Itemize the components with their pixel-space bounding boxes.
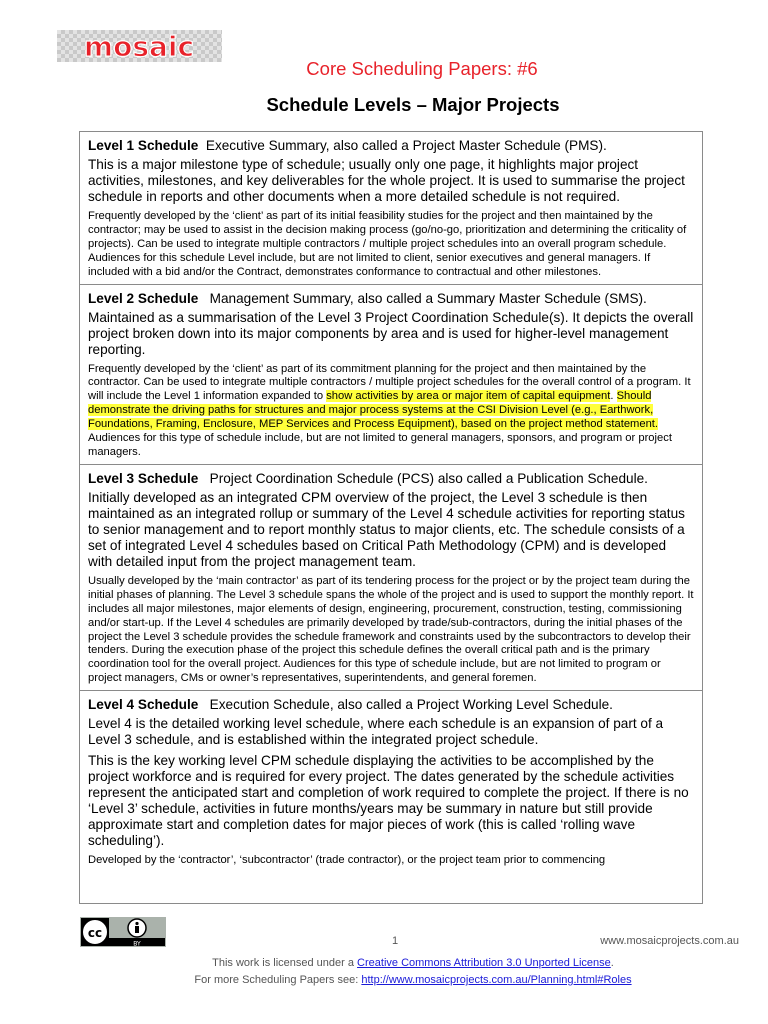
detail-text: Audiences for this type of schedule include, but are not limited to general managers, sponsors, and program or project managers. [88,432,672,458]
level-1-section [80,132,702,285]
section-subtitle: Execution Schedule, also called a Project Working Level Schedule. [209,697,613,713]
more-papers-line [0,974,768,986]
svg-text:cc: cc [87,926,103,940]
section-detail: Usually developed by the ‘main contractor’ as part of its tendering process for the project or by the project team during the initial phases of planning. The Level 3 schedule spans the whole of the project and is used to support the monthly report. It includes all major milestones, major elements of design, engineering, procurement, construction, testing, commissioning and/or start-up. If the Level 4 schedules are primarily developed by trade/sub-contractors, during the initial phases of the project the Level 3 schedule provides the schedule framework and constraints used by the subcontractors to develop their tenders. During the execution phase of the project this schedule defines the overall critical path and is the primary coordination tool for the overall project. Audiences for this type of schedule include, but are not limited to program or project managers, CMs or owner’s representatives, superintendents, and general foremen. [88,574,694,685]
section-subtitle: Project Coordination Schedule (PCS) also called a Publication Schedule. [209,470,648,486]
section-paragraph: This is a major milestone type of schedule; usually only one page, it highlights major project activities, milestones, and key deliverables for the whole project. It is used to summarise the project schedule in reports and other documents when a more detailed schedule is not required. [88,157,685,204]
section-detail: Frequently developed by the ‘client’ as part of its initial feasibility studies for the project and then maintained by the contractor; may be used to assist in the decision making process (go/no-go, prioritization and determining the criticality of projects). Can be used to integrate multiple contractors / multiple project schedules into an overall program schedule. Audiences for this schedule Level include, but are not limited to client, senior executives and general managers. If included with a bid and/or the Contract, demonstrates conformance to contractual and other milestones. [88,210,687,278]
highlighted-text: show activities by area or major item of capital equipment [326,390,611,403]
level-3-section [80,465,702,691]
creative-commons-by-icon[interactable] [80,917,166,947]
section-title: Level 1 Schedule [88,138,199,153]
level-2-section [80,285,702,465]
license-link[interactable]: Creative Commons Attribution 3.0 Unported License [357,957,611,969]
section-detail: Developed by the ‘contractor’, ‘subcontractor’ (trade contractor), or the project team prior to commencing [88,854,606,867]
section-heading [88,696,694,713]
highlighted-text: Should demonstrate the driving paths for structures and major process systems at the CSI Division Level (e.g., Earthwork, Foundations, Framing, Enclosure, MEP Services and Process Equipment), based on the project method statement. [88,390,659,431]
section-subtitle: Executive Summary, also called a Project Master Schedule (PMS). [205,138,607,153]
section-heading [88,290,694,307]
section-paragraph: This is the key working level CPM schedule displaying the activities to be accomplished by the project workforce and is required for every project. The dates generated by the schedule activities represent the anticipated start and completion of work required to complete the project. If there is no ‘Level 3’ schedule, activities in future months/years may be summary in nature but still provide approximate start and completion dates for major pieces of work (this is called ‘rolling wave scheduling’). [88,753,689,849]
level-4-section [80,691,702,872]
section-title: Level 3 Schedule [88,470,199,486]
page-number: 1 [392,935,399,947]
section-paragraph: Level 4 is the detailed working level schedule, where each schedule is an expansion of part of a Level 3 schedule, and is established within the integrated project schedule. [88,716,664,748]
svg-text:BY: BY [133,940,141,947]
website-url: www.mosaicprojects.com.au [600,935,739,947]
detail-text: Frequently developed by the ‘client’ as part of its commitment planning for the project and then maintained by the contractor. Can be used to integrate multiple contractors / multiple project schedules for the overall control of a program. It will include the Level 1 information expanded to [88,362,691,403]
section-heading [88,137,694,154]
detail-text: . [610,390,617,403]
license-prefix: This work is licensed under a [212,957,358,969]
section-detail [88,363,694,460]
more-papers-link[interactable]: http://www.mosaicprojects.com.au/Planning.html#Roles [361,974,632,986]
page-title: Schedule Levels – Major Projects [266,94,560,115]
svg-text:mosaic: mosaic [83,30,195,62]
schedule-levels-table [79,131,703,904]
license-line [0,957,768,969]
section-title: Level 2 Schedule [88,290,199,306]
section-heading [88,470,694,487]
series-title: Core Scheduling Papers: #6 [306,58,538,79]
license-suffix: . [610,957,614,969]
section-title: Level 4 Schedule [88,697,199,713]
section-subtitle: Management Summary, also called a Summary Master Schedule (SMS). [209,290,647,306]
more-prefix: For more Scheduling Papers see: [194,974,362,986]
section-paragraph: Maintained as a summarisation of the Level 3 Project Coordination Schedule(s). It depicts the overall project broken down into its major components by area and is used for higher-level management reporting. [88,309,694,357]
section-paragraph: Initially developed as an integrated CPM overview of the project, the Level 3 schedule is then maintained as an integrated rollup or summary of the Level 4 schedule activities for reporting status to senior management and to report monthly status to major clients, etc. The schedule consists of a set of integrated Level 4 schedules based on Critical Path Methodology (CPM) and is developed with detailed input from the project management team. [88,489,685,569]
